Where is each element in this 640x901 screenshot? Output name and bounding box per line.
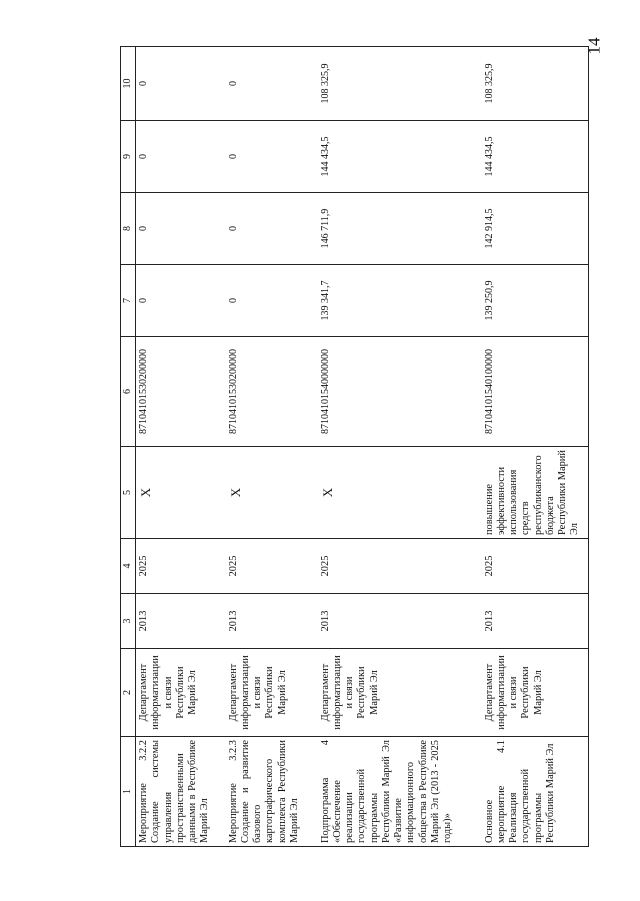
end-year: 2025 bbox=[136, 539, 226, 594]
col-header-4: 4 bbox=[121, 539, 136, 594]
row-title: Основное мероприятие 4.1 Реализация государственной программы Республики Марий Эл bbox=[482, 737, 589, 847]
budget-code: 87104101530200000 bbox=[226, 337, 318, 447]
expected-result: повышение эффективности использования средств республиканского бюджета Республики Марий Эл bbox=[483, 450, 581, 535]
table-row bbox=[318, 47, 482, 847]
value-col-9: 0 bbox=[136, 121, 226, 193]
value-col-7: 139 250,9 bbox=[482, 265, 589, 337]
table-row bbox=[482, 47, 589, 847]
value-col-10: 108 325,9 bbox=[318, 47, 482, 121]
value-col-8: 146 711,9 bbox=[318, 193, 482, 265]
value-col-10: 108 325,9 bbox=[482, 47, 589, 121]
value-col-8: 0 bbox=[226, 193, 318, 265]
end-year: 2025 bbox=[226, 539, 318, 594]
col-header-9: 9 bbox=[121, 121, 136, 193]
budget-code: 87104101540100000 bbox=[482, 337, 589, 447]
value-col-9: 144 434,5 bbox=[318, 121, 482, 193]
col-header-2: 2 bbox=[121, 649, 136, 737]
col-header-5: 5 bbox=[121, 447, 136, 539]
value-col-8: 0 bbox=[136, 193, 226, 265]
expected-result: X bbox=[136, 447, 226, 539]
responsible-executor: Департамент информатизации и связи Республики Марий Эл bbox=[226, 649, 318, 737]
value-col-9: 144 434,5 bbox=[482, 121, 589, 193]
col-header-1: 1 bbox=[121, 737, 136, 847]
expected-result: X bbox=[318, 447, 482, 539]
budget-code: 87104101530200000 bbox=[136, 337, 226, 447]
responsible-executor: Департамент информатизации и связи Республики Марий Эл bbox=[318, 649, 482, 737]
table-row bbox=[226, 47, 318, 847]
start-year: 2013 bbox=[318, 594, 482, 649]
col-header-7: 7 bbox=[121, 265, 136, 337]
page-number: 14 bbox=[584, 37, 604, 55]
table-row bbox=[136, 47, 226, 847]
row-title: Подпрограмма 4 «Обеспечение реализации государственной программы Республики Марий Эл «Развитие информационного общества в Республике Марий Эл (2013 - 2025 годы)» bbox=[318, 737, 482, 847]
value-col-9: 0 bbox=[226, 121, 318, 193]
responsible-executor: Департамент информатизации и связи Республики Марий Эл bbox=[136, 649, 226, 737]
end-year: 2025 bbox=[318, 539, 482, 594]
col-header-3: 3 bbox=[121, 594, 136, 649]
end-year: 2025 bbox=[482, 539, 589, 594]
col-header-6: 6 bbox=[121, 337, 136, 447]
start-year: 2013 bbox=[136, 594, 226, 649]
col-header-8: 8 bbox=[121, 193, 136, 265]
budget-code: 87104101540000000 bbox=[318, 337, 482, 447]
program-table bbox=[120, 46, 589, 847]
value-col-10: 0 bbox=[136, 47, 226, 121]
value-col-10: 0 bbox=[226, 47, 318, 121]
rotated-table-area bbox=[120, 47, 581, 847]
row-title: Мероприятие 3.2.3 Создание и развитие базового картографического комплекта Республики Марий Эл bbox=[226, 737, 318, 847]
responsible-executor: Департамент информатизации и связи Республики Марий Эл bbox=[482, 649, 589, 737]
col-header-10: 10 bbox=[121, 47, 136, 121]
row-title: Мероприятие 3.2.2 Создание системы управления пространственными данными в Республике Марий Эл bbox=[136, 737, 226, 847]
expected-result: X bbox=[226, 447, 318, 539]
value-col-7: 0 bbox=[226, 265, 318, 337]
value-col-7: 0 bbox=[136, 265, 226, 337]
header-row bbox=[121, 47, 136, 847]
value-col-8: 142 914,5 bbox=[482, 193, 589, 265]
start-year: 2013 bbox=[482, 594, 589, 649]
value-col-7: 139 341,7 bbox=[318, 265, 482, 337]
start-year: 2013 bbox=[226, 594, 318, 649]
